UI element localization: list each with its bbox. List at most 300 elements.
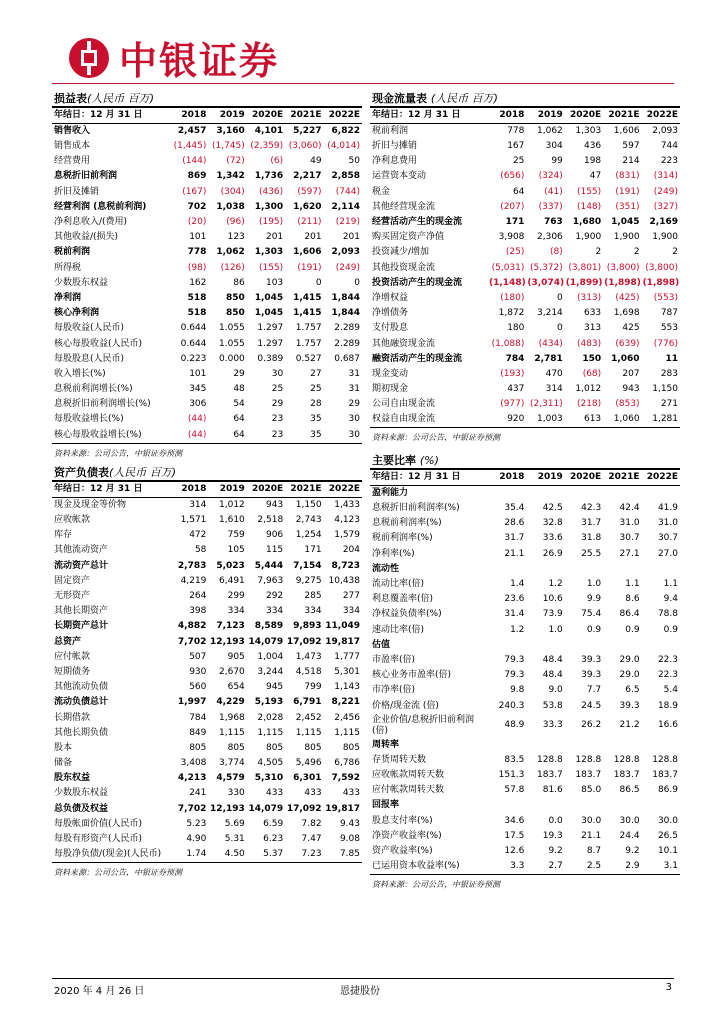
row-label: 固定资产 xyxy=(54,575,91,586)
row-label: 股息支付率(%) xyxy=(372,815,433,826)
cell-value: 7,702 xyxy=(177,636,207,647)
cell-value: (324) xyxy=(538,171,563,182)
cell-value: 27.0 xyxy=(657,548,678,559)
cell-value: 223 xyxy=(660,156,678,167)
cell-value: 27.1 xyxy=(619,548,640,559)
cell-value: 702 xyxy=(187,201,207,212)
column-header-year: 2021E xyxy=(285,108,323,124)
cell-value: (597) xyxy=(297,186,322,197)
cell-value: 214 xyxy=(622,156,640,167)
cell-value: 150 xyxy=(582,353,602,364)
cell-value: 0.9 xyxy=(625,624,640,635)
cell-value: (144) xyxy=(182,156,207,167)
cell-value: 425 xyxy=(622,323,640,334)
cell-value: 42.4 xyxy=(619,503,640,514)
cell-value: 128.8 xyxy=(652,754,678,765)
row-label: 核心每股收益增长(%) xyxy=(52,428,170,444)
table-row xyxy=(370,738,680,753)
cell-value: 39.3 xyxy=(581,654,602,665)
row-label: 净增债务 xyxy=(372,308,409,319)
row-label: 总资产 xyxy=(54,636,82,647)
cell-value: 0.389 xyxy=(257,353,284,364)
cell-value: 1,900 xyxy=(575,232,602,243)
cell-value: 1,300 xyxy=(254,201,284,212)
cell-value: 31 xyxy=(348,384,360,395)
column-header-year: 2021E xyxy=(603,470,641,486)
cell-value: 1,606 xyxy=(613,126,640,136)
row-label: 息税折旧前利润增长(%) xyxy=(54,399,151,410)
cell-value: 1,115 xyxy=(257,727,284,738)
cell-value: 5,310 xyxy=(254,773,284,784)
cell-value: 2.289 xyxy=(334,338,360,349)
cell-value: (25) xyxy=(505,247,525,258)
cell-value: 31.4 xyxy=(504,609,525,620)
cell-value: 171 xyxy=(304,545,322,556)
cell-value: (20) xyxy=(187,217,207,228)
cell-value: 86.4 xyxy=(619,609,640,620)
cell-value: 334 xyxy=(227,606,245,617)
cell-value: 345 xyxy=(189,384,207,395)
cell-value: 0.687 xyxy=(334,353,360,364)
table-row xyxy=(370,261,680,276)
table-row xyxy=(52,306,362,321)
cell-value: (425) xyxy=(615,292,640,303)
cell-value: 29.0 xyxy=(619,654,640,665)
cell-value: 7,702 xyxy=(177,803,207,814)
table-row xyxy=(370,336,680,351)
row-label: 其他流动资产 xyxy=(54,545,109,556)
row-label: 盈利能力 xyxy=(372,488,409,498)
cell-value: 1.757 xyxy=(295,338,322,349)
cell-value: 334 xyxy=(342,606,360,617)
table-row xyxy=(52,397,362,412)
table-row xyxy=(370,592,680,607)
table-row xyxy=(52,543,362,558)
table-row xyxy=(52,665,362,680)
cell-value: 905 xyxy=(227,651,245,662)
cell-value: 81.6 xyxy=(542,785,563,796)
cell-value xyxy=(642,638,680,653)
cell-value: 805 xyxy=(342,742,360,753)
cell-value: 26.5 xyxy=(657,830,678,841)
cell-value: 0.0 xyxy=(548,815,563,826)
cell-value: 1,012 xyxy=(219,500,245,510)
cell-value: 850 xyxy=(225,308,245,319)
cell-value: 30 xyxy=(271,368,284,379)
cell-value: (639) xyxy=(615,338,640,349)
cell-value: 1,698 xyxy=(613,308,640,319)
cell-value: 3.3 xyxy=(488,859,526,875)
table-row xyxy=(370,783,680,798)
cell-value: 1,150 xyxy=(295,500,322,510)
row-label: 所得税 xyxy=(54,262,82,273)
cell-value: 25.5 xyxy=(581,548,602,559)
cell-value: 128.8 xyxy=(537,754,563,765)
cell-value: 53.8 xyxy=(542,700,563,711)
column-header-year: 2022E xyxy=(324,482,362,498)
row-label: 息税折旧前利润率(%) xyxy=(372,503,460,514)
cell-value: (313) xyxy=(576,292,602,303)
cell-value: 1,115 xyxy=(295,727,322,738)
table-row xyxy=(370,185,680,200)
cell-value: 784 xyxy=(189,712,207,723)
cell-value: 1,115 xyxy=(334,727,360,738)
table-row xyxy=(370,382,680,397)
row-label: 股本 xyxy=(54,742,73,753)
cell-value: 5,301 xyxy=(334,666,360,677)
row-label: 每股有形资产(人民币) xyxy=(54,834,143,845)
cell-value: 86.9 xyxy=(657,785,678,796)
row-label: 价格/现金流 (倍) xyxy=(372,700,439,711)
cash-flow-table xyxy=(370,90,680,443)
cell-value: 805 xyxy=(189,742,207,753)
cell-value: (41) xyxy=(544,186,563,197)
cell-value: 10,438 xyxy=(328,575,360,586)
cell-value xyxy=(565,738,603,753)
cell-value: 433 xyxy=(304,788,322,799)
cell-value: 9,275 xyxy=(295,575,322,586)
cell-value: 31.7 xyxy=(504,533,525,544)
row-label: 其他流动负债 xyxy=(54,682,109,693)
cell-value: 613 xyxy=(565,412,603,428)
cell-value: 0.9 xyxy=(663,624,678,635)
cell-value: 1.297 xyxy=(257,338,284,349)
cell-value: (2,359) xyxy=(250,141,284,152)
cell-value: (744) xyxy=(335,186,360,197)
cell-value: 8.6 xyxy=(625,594,640,605)
cell-value: 2.5 xyxy=(565,859,603,875)
row-label: 资产收益率(%) xyxy=(372,846,433,857)
row-label: 折旧及摊销 xyxy=(54,186,100,197)
cell-value: 4.50 xyxy=(208,847,246,863)
cell-value: 1,433 xyxy=(334,500,360,510)
cell-value: 6,786 xyxy=(334,758,360,769)
cell-value: 39.3 xyxy=(619,700,640,711)
table-row xyxy=(370,698,680,713)
key-ratios-table xyxy=(370,452,680,890)
cell-value: 35 xyxy=(310,414,322,425)
row-label: 销售收入 xyxy=(54,126,91,136)
cell-value: 1,060 xyxy=(603,412,641,428)
cell-value: 14,079 xyxy=(248,803,284,814)
cell-value: 1,303 xyxy=(254,247,284,258)
cell-value: 183.7 xyxy=(537,770,563,781)
cell-value: 201 xyxy=(342,232,360,243)
cell-value: 3,774 xyxy=(219,758,245,769)
cell-value: 4.90 xyxy=(186,834,207,845)
column-header-year: 2021E xyxy=(603,108,641,124)
cell-value: 35.4 xyxy=(504,503,525,514)
cell-value: 201 xyxy=(265,232,284,243)
row-label: 经营利润 (息税前利润) xyxy=(54,201,147,212)
cell-value: (553) xyxy=(653,292,678,303)
cell-value: 306 xyxy=(189,399,207,410)
cell-value: 920 xyxy=(488,412,526,428)
cell-value: (148) xyxy=(576,201,602,212)
row-label: 每股股息(人民币) xyxy=(54,353,125,364)
cell-value: 101 xyxy=(189,232,207,243)
cell-value: 5.4 xyxy=(663,685,678,696)
cell-value: 85.0 xyxy=(581,785,602,796)
row-label: 流动性 xyxy=(372,563,400,574)
cell-value: (436) xyxy=(258,186,284,197)
cell-value: 943 xyxy=(265,500,284,510)
table-row xyxy=(52,139,362,154)
cell-value: 9,893 xyxy=(293,621,322,632)
row-label: 少数股东权益 xyxy=(54,277,109,288)
cell-value: 6,822 xyxy=(331,126,360,136)
cell-value: 3,244 xyxy=(257,666,284,677)
cell-value: 9.43 xyxy=(339,818,360,829)
cell-value: 49 xyxy=(310,156,322,167)
column-header-year: 2018 xyxy=(488,470,526,486)
cell-value: 14,079 xyxy=(248,636,284,647)
cell-value: (831) xyxy=(615,171,640,182)
cell-value: (853) xyxy=(615,399,640,410)
cell-value xyxy=(565,638,603,653)
cell-value: 151.3 xyxy=(498,770,525,781)
cell-value: 805 xyxy=(304,742,322,753)
cell-value: 22.3 xyxy=(657,670,678,681)
cell-value: 1.055 xyxy=(219,338,245,349)
cell-value: 9.08 xyxy=(339,834,360,845)
column-header-year: 2020E xyxy=(565,470,603,486)
cell-value: 83.5 xyxy=(504,754,525,765)
cell-value: 1,045 xyxy=(611,217,640,228)
cell-value: 123 xyxy=(227,232,245,243)
row-label: 息税折旧前利润 xyxy=(54,171,118,182)
cell-value: 4,123 xyxy=(334,515,360,526)
cell-value: 1,143 xyxy=(334,682,360,693)
cell-value: 9.8 xyxy=(510,685,525,696)
cell-value: 78.8 xyxy=(657,609,678,620)
table-row xyxy=(52,261,362,276)
cell-value: 9.4 xyxy=(663,594,678,605)
row-label: 回报率 xyxy=(372,800,400,811)
cell-value xyxy=(526,738,564,753)
cell-value: 1,062 xyxy=(216,247,245,258)
table-row xyxy=(52,154,362,169)
cell-value: 869 xyxy=(187,171,207,182)
cell-value: 4,518 xyxy=(295,666,322,677)
cell-value xyxy=(565,562,603,577)
income-statement-table xyxy=(52,90,362,459)
cell-value: 1,844 xyxy=(331,308,360,319)
cell-value: 79.3 xyxy=(504,670,525,681)
row-label: 其他收益/(损失) xyxy=(54,232,119,243)
cell-value xyxy=(565,798,603,813)
row-label: 购买固定资产净值 xyxy=(372,232,445,243)
cell-value: 0.644 xyxy=(180,323,207,334)
cell-value: 25 xyxy=(512,156,525,167)
cell-value: (249) xyxy=(653,186,678,197)
row-label: 短期债务 xyxy=(54,666,91,677)
cell-value: 1,997 xyxy=(177,697,207,708)
table-row xyxy=(52,559,362,574)
cell-value: 5.31 xyxy=(224,834,245,845)
table-row xyxy=(370,683,680,698)
cell-value: (1,148) xyxy=(489,277,526,288)
cell-value xyxy=(488,738,526,753)
cell-value: 1.74 xyxy=(170,847,208,863)
cell-value: (98) xyxy=(187,262,207,273)
cell-value xyxy=(526,638,564,653)
table-row xyxy=(370,306,680,321)
cell-value: 4,882 xyxy=(177,621,207,632)
cell-value: 23 xyxy=(271,414,284,425)
cell-value: 86 xyxy=(233,277,245,288)
row-label: 息税前利润率(%) xyxy=(372,518,442,529)
table-row xyxy=(52,200,362,215)
cell-value: 4,213 xyxy=(177,773,207,784)
cell-value: 850 xyxy=(225,292,245,303)
cell-value: 8,723 xyxy=(331,560,360,571)
row-label: 运营资本变动 xyxy=(372,171,427,182)
cell-value: 31.7 xyxy=(581,518,602,529)
cell-value: 47 xyxy=(589,171,602,182)
table-row xyxy=(370,844,680,859)
cell-value: 0.644 xyxy=(180,338,207,349)
cell-value: 1,303 xyxy=(575,126,602,136)
cell-value: 945 xyxy=(265,682,284,693)
cell-value: (191) xyxy=(615,186,640,197)
cell-value: 30.0 xyxy=(619,815,640,826)
cell-value: 29.0 xyxy=(619,670,640,681)
cell-value: 2,457 xyxy=(177,126,207,136)
cell-value: 24.5 xyxy=(581,700,602,711)
table-row xyxy=(370,352,680,367)
cell-value: 1.0 xyxy=(586,579,602,590)
brand-name: 中银证券 xyxy=(119,39,280,83)
data-table xyxy=(52,482,362,863)
column-header-year: 2018 xyxy=(170,482,208,498)
cell-value: 304 xyxy=(545,141,563,152)
cell-value: 398 xyxy=(189,606,207,617)
cell-value: 1,012 xyxy=(575,384,602,395)
cell-value: 207 xyxy=(622,368,640,379)
cell-value: (72) xyxy=(226,156,245,167)
table-header-row xyxy=(370,470,680,486)
table-row xyxy=(52,382,362,397)
cell-value: 19,817 xyxy=(325,803,360,814)
cell-value: 18.9 xyxy=(657,700,678,711)
cell-value: 183.7 xyxy=(652,770,678,781)
table-row xyxy=(52,726,362,741)
data-table xyxy=(370,108,680,428)
cell-value: 0 xyxy=(354,277,360,288)
cell-value: 0 xyxy=(557,292,563,303)
cell-value xyxy=(526,562,564,577)
row-label: 税金 xyxy=(372,186,391,197)
row-label: 存货周转天数 xyxy=(372,754,427,765)
table-row xyxy=(52,619,362,634)
table-row xyxy=(52,832,362,847)
row-label: 每股收益(人民币) xyxy=(54,323,125,334)
row-label: 流动比率(倍) xyxy=(372,579,425,590)
cell-value: 9.9 xyxy=(586,594,602,605)
cell-value: (656) xyxy=(500,171,525,182)
cell-value: 1,872 xyxy=(498,308,525,319)
row-label: 周转率 xyxy=(372,739,400,750)
cell-value: 23 xyxy=(247,428,285,444)
cell-value: 204 xyxy=(342,545,360,556)
cell-value: (180) xyxy=(500,292,525,303)
cell-value: (8) xyxy=(550,247,563,258)
cell-value: 42.3 xyxy=(581,503,602,514)
cell-value xyxy=(642,486,680,502)
table-title: 损益表(人民币 百万) xyxy=(52,90,362,108)
cell-value: 1,062 xyxy=(537,126,563,136)
table-row xyxy=(52,185,362,200)
cell-value: 518 xyxy=(187,292,207,303)
cell-value: (44) xyxy=(187,414,207,425)
cell-value: 1.055 xyxy=(219,323,245,334)
cell-value: 16.6 xyxy=(657,720,678,731)
row-label: 其他长期资产 xyxy=(54,606,109,617)
cell-value: 54 xyxy=(233,399,245,410)
row-label: 销售成本 xyxy=(54,141,91,152)
table-row xyxy=(370,397,680,412)
cell-value: 2,093 xyxy=(331,247,360,258)
row-label: 流动负债总计 xyxy=(54,697,109,708)
cell-value: 7.82 xyxy=(301,818,322,829)
cell-value: 1,004 xyxy=(257,651,284,662)
cell-value: 2,114 xyxy=(331,201,360,212)
cell-value: 8.7 xyxy=(586,846,602,857)
cell-value: 1,060 xyxy=(611,353,640,364)
table-row xyxy=(52,428,362,444)
cell-value: 6.5 xyxy=(625,685,640,696)
cell-value: 2,743 xyxy=(295,515,322,526)
cell-value: 778 xyxy=(187,247,207,258)
cell-value: 48.4 xyxy=(542,654,563,665)
cell-value: 12,193 xyxy=(210,803,245,814)
cell-value: 472 xyxy=(189,530,207,541)
table-row xyxy=(370,276,680,291)
table-row xyxy=(370,668,680,683)
column-header-year: 2019 xyxy=(526,470,564,486)
cell-value: 1,777 xyxy=(334,651,360,662)
row-label: 其他融资现金流 xyxy=(372,338,436,349)
cell-value: 1,620 xyxy=(293,201,322,212)
source-note: 资料来源：公司公告，中银证券预测 xyxy=(54,448,182,458)
table-row xyxy=(370,653,680,668)
cell-value: 6.59 xyxy=(263,818,284,829)
table-row xyxy=(370,531,680,546)
cell-value xyxy=(603,486,641,502)
table-row xyxy=(52,215,362,230)
cell-value: 2,858 xyxy=(331,171,360,182)
cell-value: 3,214 xyxy=(537,308,563,319)
cell-value: 6.23 xyxy=(263,834,284,845)
cell-value: 240.3 xyxy=(498,700,525,711)
cell-value: 25 xyxy=(310,384,322,395)
cell-value: (1,898) xyxy=(642,277,680,288)
cell-value: 28 xyxy=(310,399,322,410)
cell-value: 285 xyxy=(304,591,322,602)
cell-value: 2.9 xyxy=(603,859,641,875)
row-label: 少数股东权益 xyxy=(54,788,109,799)
cell-value: (68) xyxy=(582,368,602,379)
row-label: 核心业务市盈率(倍) xyxy=(372,670,452,681)
table-row xyxy=(370,245,680,260)
cell-value: 4,229 xyxy=(216,697,245,708)
row-label: 现金变动 xyxy=(372,368,409,379)
cell-value: 5.69 xyxy=(224,818,245,829)
cell-value xyxy=(488,798,526,813)
footer-divider xyxy=(52,978,674,979)
cell-value: 10.6 xyxy=(542,594,563,605)
